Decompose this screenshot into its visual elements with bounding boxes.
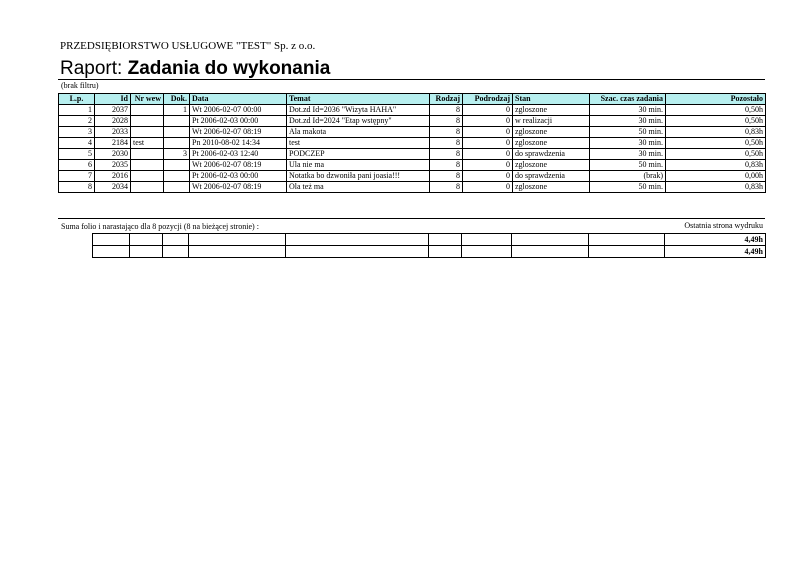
cell-id: 2016 bbox=[95, 171, 131, 182]
report-title-main: Zadania do wykonania bbox=[127, 58, 331, 79]
cell-data: Pt 2006-02-03 12:40 bbox=[190, 149, 287, 160]
cell-podrodzaj: 0 bbox=[463, 138, 513, 149]
cell-data: Wt 2006-02-07 08:19 bbox=[190, 160, 287, 171]
totals-cell bbox=[286, 234, 429, 246]
cell-podrodzaj: 0 bbox=[463, 116, 513, 127]
report-title bbox=[60, 58, 330, 80]
cell-rodzaj: 8 bbox=[430, 149, 463, 160]
cell-nr-wew bbox=[131, 116, 164, 127]
cell-lp: 4 bbox=[59, 138, 95, 149]
totals-cell bbox=[189, 234, 286, 246]
cell-temat: Ula nie ma bbox=[287, 160, 430, 171]
cell-rodzaj: 8 bbox=[430, 105, 463, 116]
cell-nr-wew bbox=[131, 105, 164, 116]
totals-cell bbox=[163, 246, 189, 258]
cell-szac-czas: 50 min. bbox=[590, 160, 666, 171]
cell-id: 2030 bbox=[95, 149, 131, 160]
report-table bbox=[58, 93, 766, 193]
col-header-rodzaj: Rodzaj bbox=[430, 94, 463, 105]
cell-temat: Ola też ma bbox=[287, 182, 430, 193]
table-row bbox=[59, 171, 766, 182]
cell-pozostalo: 0,00h bbox=[666, 171, 766, 182]
totals-cell bbox=[163, 234, 189, 246]
cell-data: Wt 2006-02-07 00:00 bbox=[190, 105, 287, 116]
cell-id: 2184 bbox=[95, 138, 131, 149]
company-name: PRZEDSIĘBIORSTWO USŁUGOWE "TEST" Sp. z o.o. bbox=[60, 40, 316, 52]
table-row bbox=[59, 116, 766, 127]
summary-text: Suma folio i narastająco dla 8 pozycji (8 na bieżącej stronie) : bbox=[61, 222, 259, 231]
totals-cell bbox=[189, 246, 286, 258]
table-bottom-divider bbox=[58, 218, 765, 219]
cell-stan: do sprawdzenia bbox=[513, 171, 590, 182]
cell-dok bbox=[164, 182, 190, 193]
cell-nr-wew bbox=[131, 171, 164, 182]
cell-id: 2034 bbox=[95, 182, 131, 193]
cell-stan: zgloszone bbox=[513, 138, 590, 149]
cell-data: Pn 2010-08-02 14:34 bbox=[190, 138, 287, 149]
cell-lp: 6 bbox=[59, 160, 95, 171]
cell-nr-wew: test bbox=[131, 138, 164, 149]
cell-lp: 1 bbox=[59, 105, 95, 116]
cell-lp: 3 bbox=[59, 127, 95, 138]
totals-row-cumulative bbox=[93, 246, 766, 258]
table-row bbox=[59, 149, 766, 160]
cell-temat: Dot.zd Id=2036 "Wizyta HAHA" bbox=[287, 105, 430, 116]
cell-id: 2035 bbox=[95, 160, 131, 171]
col-header-pozostalo: Pozostało bbox=[666, 94, 766, 105]
cell-dok bbox=[164, 171, 190, 182]
totals-cell bbox=[93, 246, 130, 258]
totals-row-folio bbox=[93, 234, 766, 246]
cell-podrodzaj: 0 bbox=[463, 160, 513, 171]
cell-id: 2037 bbox=[95, 105, 131, 116]
totals-cell bbox=[429, 234, 462, 246]
totals-cell bbox=[462, 246, 512, 258]
cell-temat: Dot.zd Id=2024 "Etap wstępny" bbox=[287, 116, 430, 127]
cell-podrodzaj: 0 bbox=[463, 105, 513, 116]
cell-temat: PODCZEP bbox=[287, 149, 430, 160]
cell-id: 2033 bbox=[95, 127, 131, 138]
cell-rodzaj: 8 bbox=[430, 160, 463, 171]
col-header-data: Data bbox=[190, 94, 287, 105]
cell-podrodzaj: 0 bbox=[463, 171, 513, 182]
cell-nr-wew bbox=[131, 182, 164, 193]
cell-data: Wt 2006-02-07 08:19 bbox=[190, 127, 287, 138]
totals-cell bbox=[462, 234, 512, 246]
cell-stan: zgloszone bbox=[513, 105, 590, 116]
cell-pozostalo: 0,50h bbox=[666, 138, 766, 149]
folio-total-value: 4,49h bbox=[665, 234, 766, 246]
last-page-note: Ostatnia strona wydruku bbox=[684, 221, 763, 230]
cell-rodzaj: 8 bbox=[430, 127, 463, 138]
col-header-id: Id bbox=[95, 94, 131, 105]
table-header-row bbox=[59, 94, 766, 105]
cell-dok bbox=[164, 116, 190, 127]
cell-pozostalo: 0,83h bbox=[666, 160, 766, 171]
cell-lp: 5 bbox=[59, 149, 95, 160]
totals-cell bbox=[286, 246, 429, 258]
cell-nr-wew bbox=[131, 160, 164, 171]
cell-rodzaj: 8 bbox=[430, 182, 463, 193]
totals-cell bbox=[589, 246, 665, 258]
col-header-temat: Temat bbox=[287, 94, 430, 105]
cell-pozostalo: 0,83h bbox=[666, 127, 766, 138]
cell-dok bbox=[164, 160, 190, 171]
cumulative-total-value: 4,49h bbox=[665, 246, 766, 258]
cell-pozostalo: 0,50h bbox=[666, 105, 766, 116]
cell-data: Wt 2006-02-07 08:19 bbox=[190, 182, 287, 193]
cell-stan: do sprawdzenia bbox=[513, 149, 590, 160]
totals-cell bbox=[93, 234, 130, 246]
cell-dok: 1 bbox=[164, 105, 190, 116]
cell-temat: test bbox=[287, 138, 430, 149]
cell-podrodzaj: 0 bbox=[463, 127, 513, 138]
title-divider bbox=[58, 79, 765, 80]
cell-stan: zgloszone bbox=[513, 127, 590, 138]
col-header-lp: L.p. bbox=[59, 94, 95, 105]
totals-cell bbox=[130, 246, 163, 258]
cell-lp: 7 bbox=[59, 171, 95, 182]
cell-szac-czas: 30 min. bbox=[590, 138, 666, 149]
cell-stan: zgloszone bbox=[513, 182, 590, 193]
report-title-prefix: Raport: bbox=[60, 58, 128, 79]
filter-label: (brak filtru) bbox=[61, 81, 99, 90]
cell-nr-wew bbox=[131, 127, 164, 138]
cell-szac-czas: (brak) bbox=[590, 171, 666, 182]
table-row bbox=[59, 138, 766, 149]
cell-nr-wew bbox=[131, 149, 164, 160]
cell-dok: 3 bbox=[164, 149, 190, 160]
cell-pozostalo: 0,83h bbox=[666, 182, 766, 193]
totals-table bbox=[92, 233, 766, 258]
cell-pozostalo: 0,50h bbox=[666, 116, 766, 127]
table-row bbox=[59, 127, 766, 138]
col-header-szac-czas: Szac. czas zadania bbox=[590, 94, 666, 105]
cell-temat: Ala makota bbox=[287, 127, 430, 138]
cell-stan: w realizacji bbox=[513, 116, 590, 127]
totals-cell bbox=[589, 234, 665, 246]
cell-szac-czas: 30 min. bbox=[590, 149, 666, 160]
table-row bbox=[59, 105, 766, 116]
cell-temat: Notatka bo dzwoniła pani joasia!!! bbox=[287, 171, 430, 182]
col-header-nr-wew: Nr wew bbox=[131, 94, 164, 105]
table-row bbox=[59, 160, 766, 171]
cell-pozostalo: 0,50h bbox=[666, 149, 766, 160]
cell-lp: 8 bbox=[59, 182, 95, 193]
col-header-podrodzaj: Podrodzaj bbox=[463, 94, 513, 105]
table-row bbox=[59, 182, 766, 193]
totals-cell bbox=[512, 234, 589, 246]
cell-data: Pt 2006-02-03 00:00 bbox=[190, 171, 287, 182]
cell-szac-czas: 50 min. bbox=[590, 127, 666, 138]
cell-dok bbox=[164, 127, 190, 138]
cell-rodzaj: 8 bbox=[430, 171, 463, 182]
col-header-dok: Dok. bbox=[164, 94, 190, 105]
cell-lp: 2 bbox=[59, 116, 95, 127]
cell-stan: zgloszone bbox=[513, 160, 590, 171]
cell-data: Pt 2006-02-03 00:00 bbox=[190, 116, 287, 127]
totals-cell bbox=[512, 246, 589, 258]
cell-podrodzaj: 0 bbox=[463, 149, 513, 160]
totals-cell bbox=[130, 234, 163, 246]
cell-szac-czas: 50 min. bbox=[590, 182, 666, 193]
col-header-stan: Stan bbox=[513, 94, 590, 105]
cell-id: 2028 bbox=[95, 116, 131, 127]
cell-dok bbox=[164, 138, 190, 149]
cell-podrodzaj: 0 bbox=[463, 182, 513, 193]
cell-rodzaj: 8 bbox=[430, 138, 463, 149]
cell-szac-czas: 30 min. bbox=[590, 105, 666, 116]
cell-rodzaj: 8 bbox=[430, 116, 463, 127]
totals-cell bbox=[429, 246, 462, 258]
cell-szac-czas: 30 min. bbox=[590, 116, 666, 127]
